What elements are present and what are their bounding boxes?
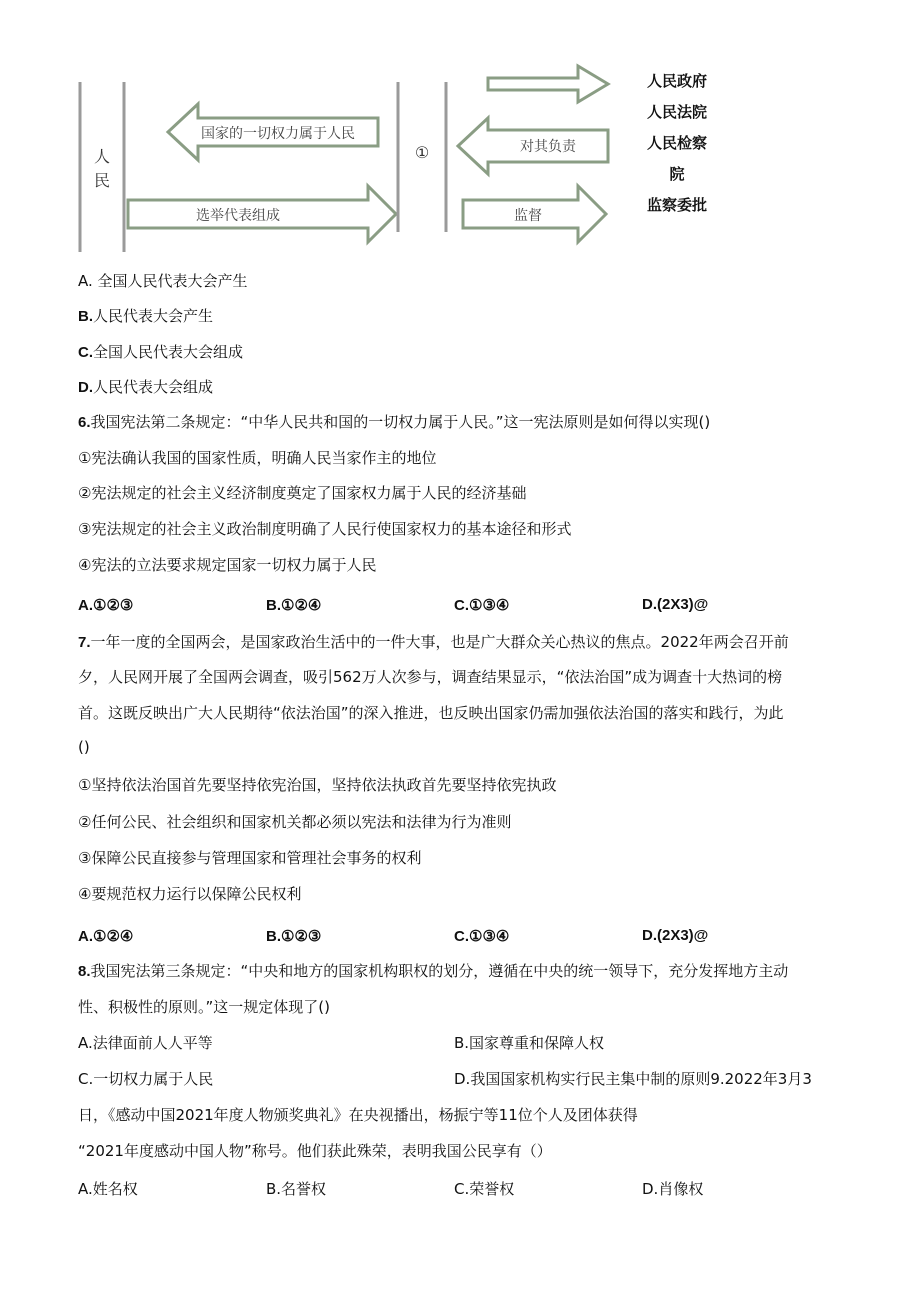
q9-stem-line-1: 日，《感动中国2021年度人物颁奖典礼》在央视播出，杨振宁等11位个人及团体获得: [78, 1106, 638, 1124]
organ-label: 院: [669, 165, 685, 183]
q5-option-a: A. 全国人民代表大会产生: [78, 272, 248, 290]
q7-item-2: ②任何公民、社会组织和国家机关都必须以宪法和法律为行为准则: [78, 813, 512, 831]
q6-item-2: ②宪法规定的社会主义经济制度奠定了国家权力属于人民的经济基础: [78, 484, 527, 502]
q6-item-3: ③宪法规定的社会主义政治制度明确了人民行使国家权力的基本途径和形式: [78, 520, 572, 538]
structure-diagram: [78, 62, 618, 254]
q8-choice-b: B.国家尊重和保障人权: [454, 1034, 605, 1052]
q7-stem-line-1: 7.一年一度的全国两会，是国家政治生活中的一件大事，也是广大群众关心热议的焦点。2022年两会召开前: [78, 633, 789, 651]
arrow-top-text: 国家的一切权力属于人民: [201, 126, 355, 142]
q9-choice-b: B.名誉权: [266, 1180, 327, 1198]
q7-stem-line-2: 夕，人民网开展了全国两会调查，吸引562万人次参与，调查结果显示，“依法治国”成为调查十大热词的榜: [78, 668, 783, 686]
q9-choice-c: C.荣誉权: [454, 1180, 515, 1198]
q7-choice-a: A.①②④: [78, 928, 134, 945]
q6-choice-d: D.(2X3)@: [642, 596, 709, 613]
organ-label: 人民法院: [646, 103, 707, 121]
q6-choice-b: B.①②④: [266, 597, 322, 614]
q7-item-3: ③保障公民直接参与管理国家和管理社会事务的权利: [78, 849, 422, 867]
q9-choice-d: D.肖像权: [642, 1180, 704, 1198]
organ-labels: [632, 66, 722, 221]
organ-label: 人民检察: [646, 134, 707, 152]
q6-item-4: ④宪法的立法要求规定国家一切权力属于人民: [78, 556, 377, 574]
q7-item-4: ④要规范权力运行以保障公民权利: [78, 885, 302, 903]
q6-stem: 6.我国宪法第二条规定：“中华人民共和国的一切权力属于人民。”这一宪法原则是如何得以实现(): [78, 413, 711, 431]
q8-stem-line-2: 性、积极性的原则。”这一规定体现了(): [78, 998, 330, 1016]
arrow-bottom-right-text: 监督: [514, 208, 542, 224]
organ-label: 监察委批: [646, 196, 707, 214]
arrow-bottom-text: 选举代表组成: [196, 208, 280, 224]
q8-choice-a: A.法律面前人人平等: [78, 1034, 213, 1052]
q6-choice-a: A.①②③: [78, 597, 134, 614]
q7-stem-line-4: (): [78, 738, 90, 756]
organ-label: 人民政府: [646, 72, 707, 90]
q7-choice-b: B.①②③: [266, 928, 322, 945]
q7-item-1: ①坚持依法治国首先要坚持依宪治国，坚持依法执政首先要坚持依宪执政: [78, 776, 557, 794]
q6-item-1: ①宪法确认我国的国家性质，明确人民当家作主的地位: [78, 449, 437, 467]
center-marker: ①: [414, 143, 430, 162]
arrow-mid-text: 对其负责: [520, 139, 576, 155]
q9-choice-a: A.姓名权: [78, 1180, 138, 1198]
q8-choice-d: D.我国国家机构实行民主集中制的原则9.2022年3月3: [454, 1070, 812, 1088]
q5-option-b: B.人民代表大会产生: [78, 307, 214, 325]
q5-option-d: D.人民代表大会组成: [78, 378, 214, 396]
q9-stem-line-2: “2021年度感动中国人物”称号。他们获此殊荣，表明我国公民享有（）: [78, 1142, 552, 1160]
q5-option-c: C.全国人民代表大会组成: [78, 343, 244, 361]
q7-choice-d: D.(2X3)@: [642, 927, 709, 944]
q8-choice-c: C.一切权力属于人民: [78, 1070, 214, 1088]
svg-text:民: 民: [93, 171, 111, 190]
q6-choice-c: C.①③④: [454, 597, 510, 614]
people-label: 人: [93, 147, 111, 166]
q7-choice-c: C.①③④: [454, 928, 510, 945]
q8-stem-line-1: 8.我国宪法第三条规定：“中央和地方的国家机构职权的划分，遵循在中央的统一领导下，充分发挥地方主动: [78, 962, 789, 980]
q7-stem-line-3: 首。这既反映出广大人民期待“依法治国”的深入推进，也反映出国家仍需加强依法治国的落实和践行，为此: [78, 704, 784, 722]
